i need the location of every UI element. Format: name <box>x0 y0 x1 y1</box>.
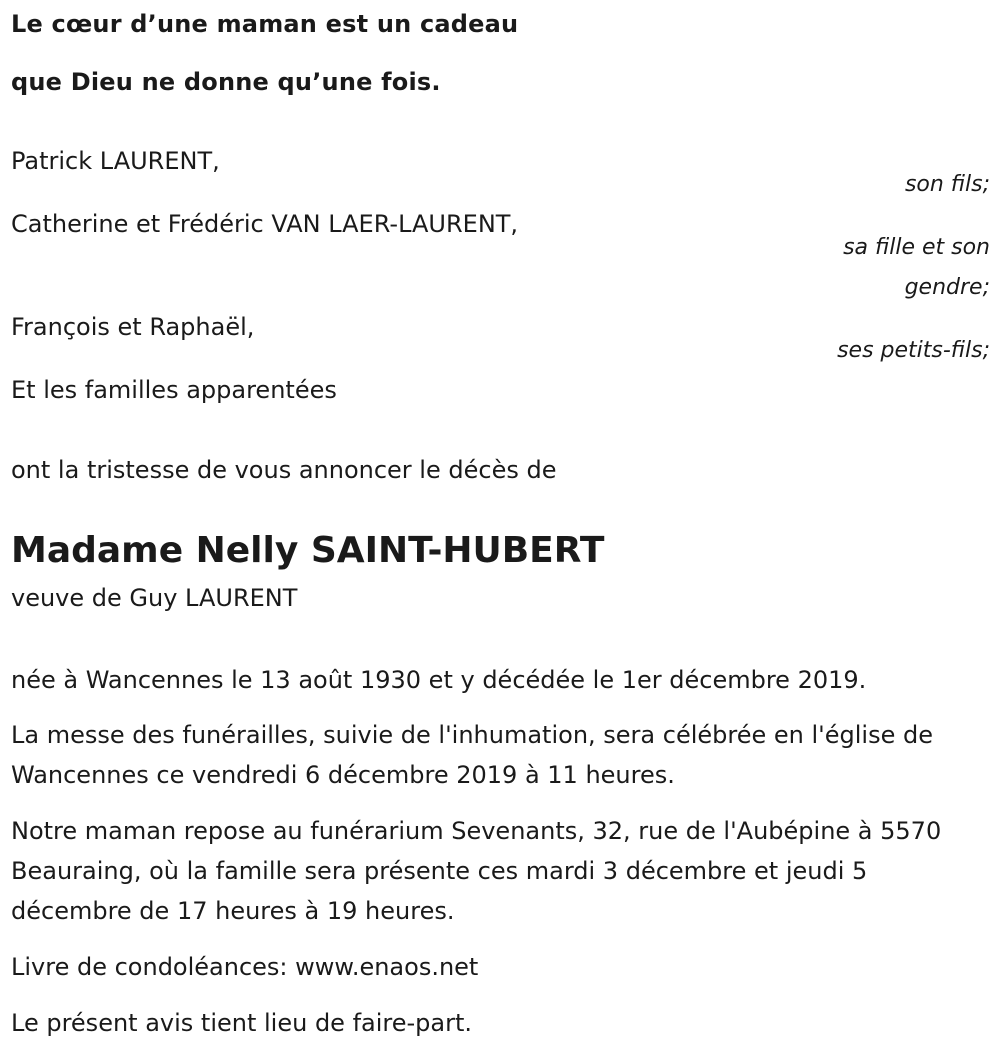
visit-paragraph: Notre maman repose au funérarium Sevenants, 32, rue de l'Aubépine à 5570 Beauraing, où la famille sera présente ces mardi 3 décembre et jeudi 5 décembre de 17 heures à 19 heures. <box>11 817 942 925</box>
family-name-3: François et Raphaël, <box>11 313 255 341</box>
family-role-2a: sa fille et son <box>843 235 990 260</box>
deceased-subtitle: veuve de Guy LAURENT <box>11 584 298 612</box>
deceased-name: Madame Nelly SAINT-HUBERT <box>11 530 605 571</box>
condolences-paragraph: Livre de condoléances: www.enaos.net <box>11 953 479 981</box>
notice-paragraph: Le présent avis tient lieu de faire-part. <box>11 1009 473 1037</box>
mass-paragraph: La messe des funérailles, suivie de l'inhumation, sera célébrée en l'église de Wancennes ce vendredi 6 décembre 2019 à 11 heures. <box>11 721 933 789</box>
family-role-1: son fils; <box>904 172 990 197</box>
family-role-2b: gendre; <box>904 275 990 300</box>
announcement: ont la tristesse de vous annoncer le décès de <box>11 456 557 484</box>
family-name-2: Catherine et Frédéric VAN LAER-LAURENT, <box>11 210 519 238</box>
birth-death-paragraph: née à Wancennes le 13 août 1930 et y décédée le 1er décembre 2019. <box>11 666 867 694</box>
quote-line-1: Le cœur d’une maman est un cadeau <box>11 10 519 38</box>
quote-line-2: que Dieu ne donne qu’une fois. <box>11 68 441 96</box>
family-name-4: Et les familles apparentées <box>11 376 337 404</box>
family-role-3: ses petits-fils; <box>837 338 990 363</box>
family-name-1: Patrick LAURENT, <box>11 147 220 175</box>
